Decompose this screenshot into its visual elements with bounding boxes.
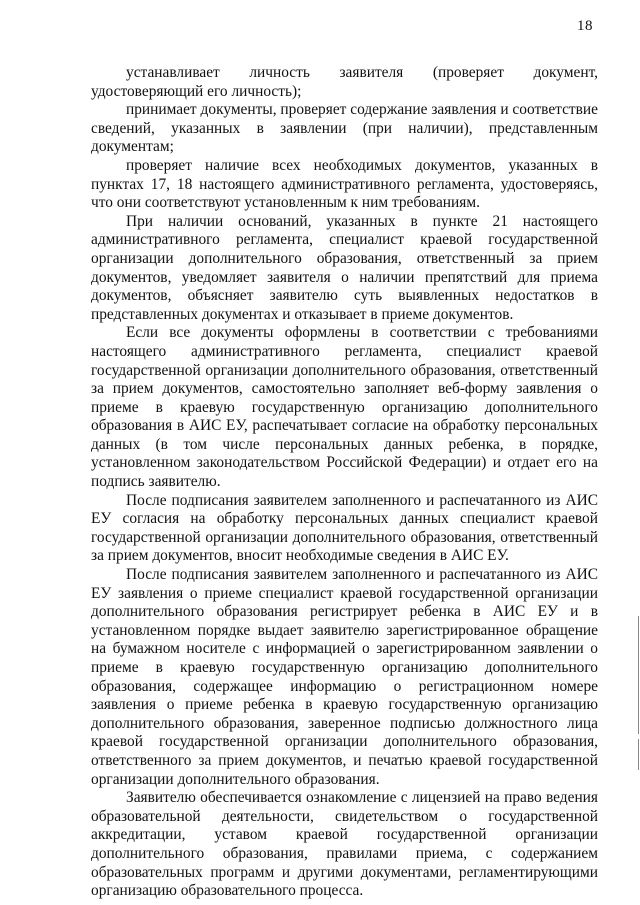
paragraph-registration: После подписания заявителем заполненного и распечатанного из АИС ЕУ заявления о приеме специалист краевой государственной организации дополнительного образования регистрирует ребенка в АИС ЕУ и в установленном порядке выдает заявителю зарегистрированное обращение на бумажном носителе с информацией о зарегистрированном заявлении о приеме в краевую государственную организацию дополнительного образования, содержащее информацию о регистрационном номере заявления о приеме ребенка в краевую государственную организацию дополнительного образования, заверенное подписью должностного лица краевой государственной организации дополнительного образования, ответственного за прием документов, и печатью краевой государственной организации дополнительного образования. <box>91 566 598 788</box>
paragraph-acquaintance: Заявителю обеспечивается ознакомление с лицензией на право ведения образовательной деятельности, свидетельством о государственной аккредитации, уставом краевой государственной организации дополнительного образования, правилами приема, с содержанием образовательных программ и другими документами, регламентирующими организацию образовательного процесса. <box>91 789 598 900</box>
page-number: 18 <box>577 18 593 34</box>
paragraph-refusal-grounds: При наличии оснований, указанных в пункте 21 настоящего административного регламента, специалист краевой государственной организации дополнительного образования, ответственный за прием документов, уведомляет заявителя о наличии препятствий для приема документов, объясняет заявителю суть выявленных недостатков в представленных документах и отказывает в приеме документов. <box>91 212 598 323</box>
paragraph-check-documents: проверяет наличие всех необходимых документов, указанных в пунктах 17, 18 настоящего административного регламента, удостоверяясь, что они соответствуют установленным к ним требованиям. <box>91 156 598 212</box>
scan-edge-mark <box>638 616 639 734</box>
paragraph-consent-signed: После подписания заявителем заполненного и распечатанного из АИС ЕУ согласия на обработку персональных данных специалист краевой государственной организации дополнительного образования, ответственный за прием документов, вносит необходимые сведения в АИС ЕУ. <box>91 491 598 565</box>
paragraph-web-form: Если все документы оформлены в соответствии с требованиями настоящего административного регламента, специалист краевой государственной организации дополнительного образования, ответственный за прием документов, самостоятельно заполняет веб-форму заявления о приеме в краевую государственную организацию дополнительного образования в АИС ЕУ, распечатывает согласие на обработку персональных данных (в том числе персональных данных ребенка, в порядке, установленном законодательством Российской Федерации) и отдает его на подпись заявителю. <box>91 324 598 491</box>
paragraph-identity-check: устанавливает личность заявителя (проверяет документ, удостоверяющий его личность); <box>91 64 598 100</box>
paragraph-accept-documents: принимает документы, проверяет содержание заявления и соответствие сведений, указанных в заявлении (при наличии), представленным документам; <box>91 101 598 156</box>
document-body <box>91 64 598 901</box>
scan-edge-mark <box>638 739 639 770</box>
